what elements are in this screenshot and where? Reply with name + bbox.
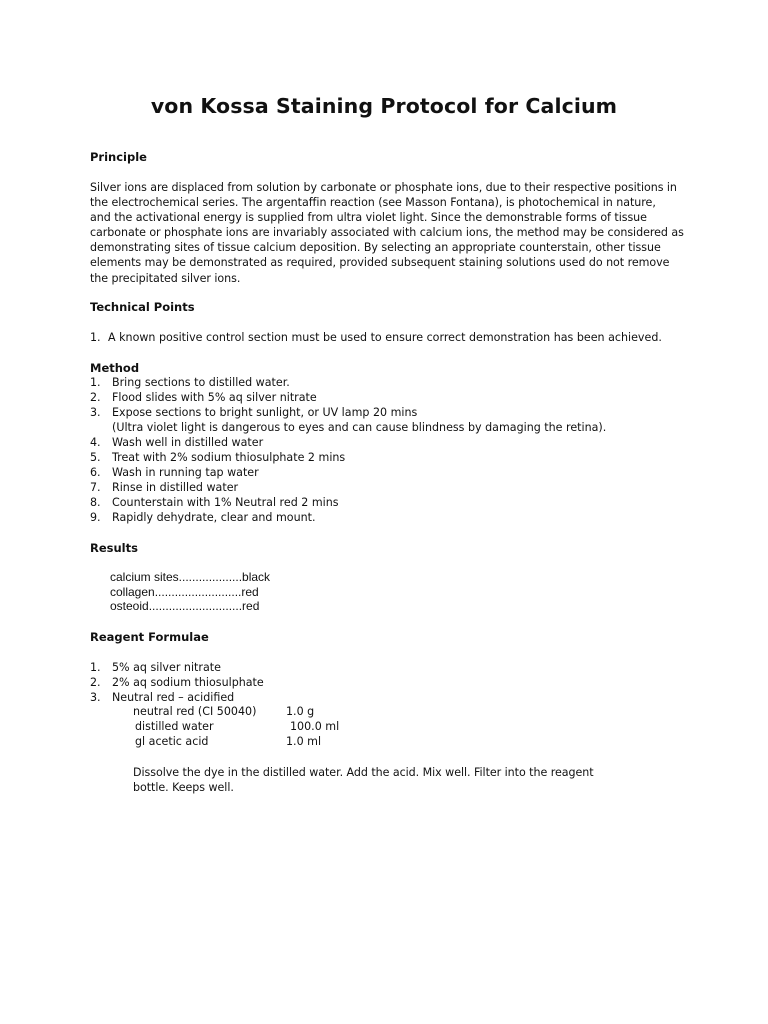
instruction-line: Dissolve the dye in the distilled water. Add the acid. Mix well. Filter into the reagent bbox=[133, 766, 594, 779]
result-row: osteoid............................red bbox=[110, 599, 260, 614]
item-text: Expose sections to bright sunlight, or UV lamp 20 mins bbox=[112, 406, 418, 420]
principle-heading: Principle bbox=[90, 150, 147, 164]
principle-line: the electrochemical series. The argentaffin reaction (see Masson Fontana), is photochemical in nature, bbox=[90, 196, 656, 210]
item-text: Neutral red – acidified bbox=[112, 691, 235, 705]
principle-line: elements may be demonstrated as required, provided subsequent staining solutions used do not remove bbox=[90, 256, 670, 270]
item-text: Flood slides with 5% aq silver nitrate bbox=[112, 391, 317, 405]
item-number: 8. bbox=[90, 496, 101, 510]
item-number: 2. bbox=[90, 676, 101, 690]
item-number: 5. bbox=[90, 451, 101, 465]
item-number: 1. bbox=[90, 661, 101, 674]
formula-amount: 1.0 g bbox=[286, 705, 315, 718]
item-number: 9. bbox=[90, 511, 101, 525]
formula-ingredient: neutral red (CI 50040) bbox=[133, 705, 257, 718]
results-table bbox=[110, 570, 270, 614]
technical-points-heading: Technical Points bbox=[90, 300, 195, 314]
reagent-formulae-heading: Reagent Formulae bbox=[90, 630, 209, 644]
principle-line: carbonate or phosphate ions are invariably associated with calcium ions, the method may be considered as bbox=[90, 226, 684, 240]
item-text: A known positive control section must be used to ensure correct demonstration has been achieved. bbox=[108, 331, 662, 344]
item-number: 4. bbox=[90, 436, 101, 449]
item-text: Rinse in distilled water bbox=[112, 481, 239, 495]
item-text: Bring sections to distilled water. bbox=[112, 376, 290, 389]
principle-line: the precipitated silver ions. bbox=[90, 271, 241, 285]
item-text: Wash well in distilled water bbox=[112, 436, 264, 449]
principle-line: and the activational energy is supplied from ultra violet light. Since the demonstrable forms of tissue bbox=[90, 211, 647, 225]
results-heading: Results bbox=[90, 541, 138, 555]
item-number: 1. bbox=[90, 376, 101, 389]
item-text: 2% aq sodium thiosulphate bbox=[112, 676, 264, 690]
principle-line: demonstrating sites of tissue calcium deposition. By selecting an appropriate counterstain, other tissue bbox=[90, 241, 661, 255]
principle-paragraph bbox=[90, 180, 690, 286]
result-row: calcium sites...................black bbox=[110, 570, 271, 584]
formula-amount: 1.0 ml bbox=[286, 735, 322, 748]
reagent-instructions bbox=[133, 765, 653, 795]
item-text: 5% aq silver nitrate bbox=[112, 661, 221, 674]
instruction-line: bottle. Keeps well. bbox=[133, 781, 234, 795]
result-row: collagen..........................red bbox=[110, 584, 259, 599]
item-number: 7. bbox=[90, 481, 101, 495]
item-number: 2. bbox=[90, 391, 101, 405]
item-text: Treat with 2% sodium thiosulphate 2 mins bbox=[112, 451, 346, 465]
item-number: 3. bbox=[90, 406, 101, 420]
item-number: 3. bbox=[90, 691, 101, 705]
principle-line: Silver ions are displaced from solution by carbonate or phosphate ions, due to their respective positions in bbox=[90, 181, 677, 194]
uv-warning-note: (Ultra violet light is dangerous to eyes and can cause blindness by damaging the retina). bbox=[112, 421, 607, 434]
formula-amount: 100.0 ml bbox=[290, 720, 340, 733]
item-text: Counterstain with 1% Neutral red 2 mins bbox=[112, 496, 339, 510]
item-number: 1. bbox=[90, 331, 101, 344]
page-title: von Kossa Staining Protocol for Calcium bbox=[150, 94, 618, 118]
item-text: Wash in running tap water bbox=[112, 466, 259, 480]
method-heading: Method bbox=[90, 361, 140, 375]
item-number: 6. bbox=[90, 466, 101, 480]
formula-ingredient: distilled water bbox=[135, 720, 214, 733]
item-text: Rapidly dehydrate, clear and mount. bbox=[112, 511, 316, 525]
formula-ingredient: gl acetic acid bbox=[135, 735, 209, 748]
